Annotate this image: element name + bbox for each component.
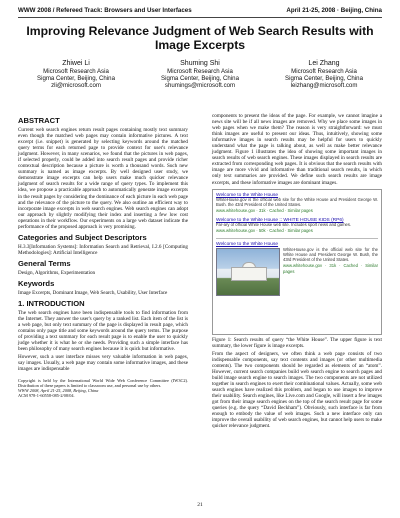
keywords-text: Image Excerpts, Dominant Image, Web Search, Usability, User Interface: [18, 289, 168, 296]
author-1: [16, 60, 136, 90]
copyright-notice: [18, 378, 188, 398]
author-address: Sigma Center, Beijing, China: [37, 75, 115, 83]
header-right: April 21-25, 2008 · Beijing, China: [286, 6, 382, 14]
image-excerpt-row: [216, 248, 378, 296]
author-affiliation: Microsoft Research Asia: [291, 68, 357, 75]
author-email: shumings@microsoft.com: [164, 82, 236, 90]
introduction-paragraph-2: However, such a user interface misses very valuable information in web pages, say images. Usually, a web page may contain some informative images, and these images are indispensable: [18, 354, 188, 373]
search-result: [216, 218, 378, 234]
author-2: [140, 60, 260, 90]
author-affiliation: Microsoft Research Asia: [167, 68, 233, 75]
figure-1: [212, 189, 382, 335]
search-result-with-image: [216, 242, 378, 296]
copyright-line-2: WWW 2008, April 21-25, 2008, Beijing, China: [18, 388, 99, 394]
result-url: www.whitehouse.gov · 31k · Cached · Similar pages: [216, 207, 313, 213]
right-paragraph-2: From the aspect of designers, we often think a web page consists of two indispensable components, say text contents and images (or other multimedia contents). The two components should be regarded as elements of an “atom”. However, current search companies build web search engine to search pages and build image search engine to search images. The two components are not utilized together in search engines to exert their combinational values. Actually, some web search engines have realized this problem, and began to use images to improve their usability. Search engines, like Live.com and Google, will insert a few images got from their image search engines on the top of the search result page for some queries (e.g. the query “David Beckham”). Obviously, such interface is far from enough to embody the value of web images. Such a new interface only can improve the overall usability of web search engines, but cannot help users to make quicker relevance judgment.: [212, 350, 382, 430]
author-name: Shuming Shi: [180, 60, 220, 67]
author-address: Sigma Center, Beijing, China: [161, 75, 239, 83]
author-affiliation: Microsoft Research Asia: [43, 68, 109, 75]
right-column: [212, 113, 382, 431]
header-left: WWW 2008 / Refereed Track: Browsers and User Interfaces: [18, 6, 192, 14]
page-number: 21: [197, 502, 203, 508]
image-excerpt-text: [283, 248, 378, 296]
author-3: [264, 60, 384, 90]
general-terms-text: Design, Algorithms, Experimentation: [18, 269, 96, 276]
categories-text: H.3.3[Information Systems]: Information Search and Retrieval, I.2.6 [Computing Methodologies]: Artificial Intelligence: [18, 243, 188, 256]
right-paragraph-1: components to present the ideas of the page. For example, we cannot imagine a news site will be if all news images are removed. Why we place some images in web pages when we make them? The reason is very straightforward: we must think images are useful to present our ideas. Thus, intuitively, showing some informative images in search results may be helpful for users to quickly understand what the page is talking about, as well as make better relevance judgment. Figure 1 illustrates the idea of showing some important images in search results of web search engines. These images displayed in search results are extracted from corresponding web pages. It is obvious that the search results with image are more vivid and informative than traditional search results, in which only text summaries are provided. We define such search results are image excerpts, and these informative images are dominant images.: [212, 113, 382, 186]
author-name: Lei Zhang: [308, 60, 340, 67]
paper-title: Improving Relevance Judgment of Web Search Results with Image Excerpts: [26, 24, 374, 52]
white-house-thumbnail-image[interactable]: [216, 248, 280, 296]
result-url: www.whitehouse.gov · 50k · Cached · Similar pages: [216, 228, 313, 234]
categories-heading: Categories and Subject Descriptors: [18, 232, 147, 242]
introduction-paragraph-1: The web search engines have been indispensable tools to find information from the Internet. They answer the user's query by a ranked list. Each item of the list is a web page, but only text summary of the page is displayed in result page, which contains only page title and some keywords around the query terms. The purpose of providing a text summary for each result page is to enable the user to quickly judge whether it is what he or she needs. Providing such a simple interface has been philosophy of many search engines because it is quick but informative.: [18, 309, 188, 353]
general-terms-heading: General Terms: [18, 258, 71, 268]
abstract-heading: ABSTRACT: [18, 116, 60, 125]
search-result: [216, 193, 378, 214]
author-email: zli@microsoft.com: [51, 82, 101, 90]
abstract-text: Current web search engines return result pages containing mostly text summary even though the matched web pages may contain informative pictures. A text excerpt (i.e. snippet) is generated by selecting keywords around the matched query terms for each returned page to provide context for user's relevance judgment. However, in many scenarios, we found that the pictures in web pages, if selected properly, could be added into search result pages and provide richer contextual description because a picture is worth a thousand words. Such new summary is named as image excerpts. By well designed user study, we demonstrate image excerpts can help users make much quicker relevance judgment of search results for a wide range of query types. To implement this idea, we propose a practicable approach to automatically generate image excerpts in the result pages by considering the dominance of each picture in each web page and the relevance of the picture to the query. We also outline an efficient way to incorporate image excerpts in web search engines. Web search engines can adopt our approach by slightly modifying their index and inserting a few low cost operations in their workflow. Our experiments on a large web dataset indicate the performance of the proposed approach is very promising.: [18, 127, 188, 230]
running-header: [18, 4, 382, 18]
figure-divider: [216, 238, 378, 239]
introduction-heading: 1. INTRODUCTION: [18, 298, 85, 308]
result-url: www.whitehouse.gov · 31k · Cached · Similar pages: [283, 262, 378, 274]
result-title-link[interactable]: Welcome to the White House: [216, 192, 279, 198]
building-shape: [231, 267, 267, 281]
result-snippet: WhiteHouse.gov is the official web site for the White House and President George W. Bush, the 43rd President of the United States.: [283, 246, 378, 262]
author-email: leizhang@microsoft.com: [290, 82, 358, 90]
keywords-heading: Keywords: [18, 278, 55, 288]
result-snippet: Far-ary of official White House web site. Includes sport news and games.: [216, 222, 352, 228]
result-title-link[interactable]: Welcome to the White House: [216, 242, 279, 248]
result-snippet: WhiteHouse.gov is the official web site for the White House and President George W. Bush. the 43rd President of the United States.: [216, 197, 378, 207]
author-name: Zhiwei Li: [62, 60, 90, 67]
copyright-line-3: ACM 978-1-60558-085-2/08/04.: [18, 393, 75, 399]
author-address: Sigma Center, Beijing, China: [285, 75, 363, 83]
figure-caption: Figure 1: Search results of query “the White House”. The upper figure is text summary, the lower figure is image excerpts.: [212, 336, 382, 349]
copyright-line-1: Copyright is held by the International World Wide Web Conference Committee (IW3C2). Distribution of these papers is limited to classroom use, and personal use by others.: [18, 378, 188, 389]
author-block: [14, 60, 386, 90]
result-title-link[interactable]: Welcome to the White House :: WHITE HOUSE KIDS (RP6): [216, 217, 344, 223]
left-column: [18, 113, 188, 398]
